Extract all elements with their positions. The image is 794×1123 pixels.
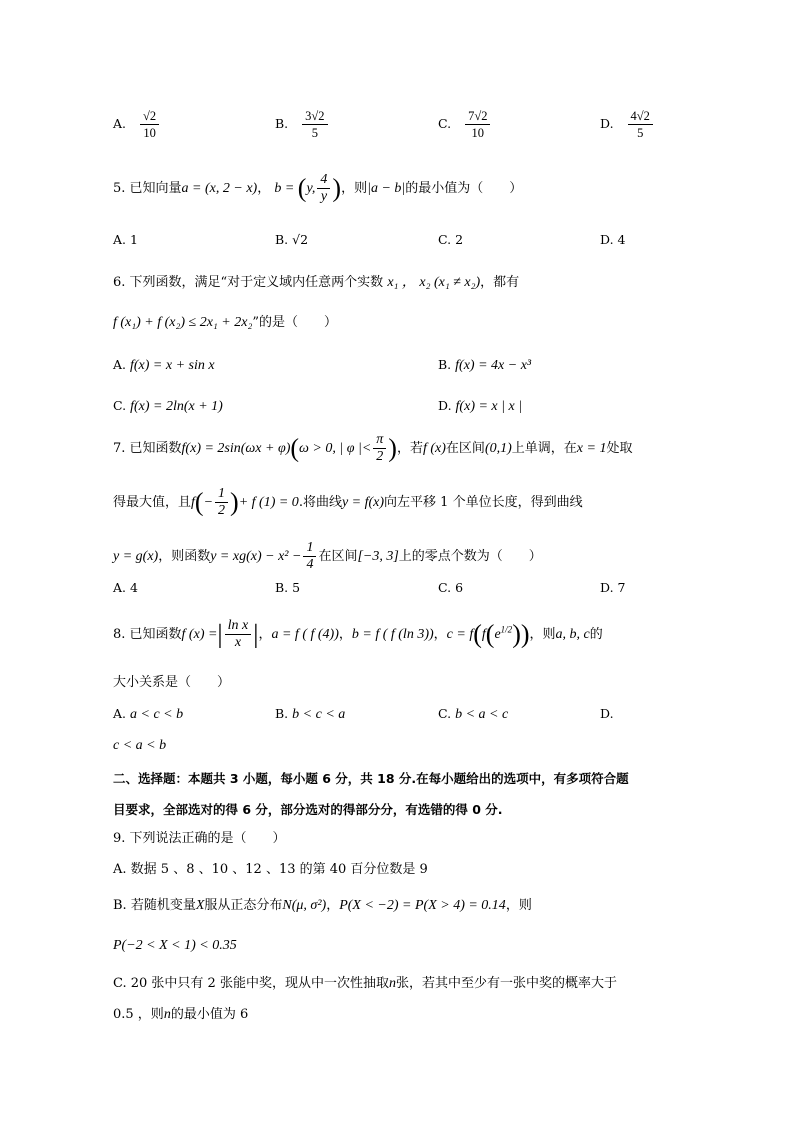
q5-option-d: D. 4: [600, 232, 626, 247]
q6-option-b: B. f(x) = 4x − x³: [438, 357, 532, 373]
q7-stem-line2: 得最大值，且f(− $\frac{1}{2}$ )+ f (1) = 0.将曲线y = f(x)向左平移 1 个单位长度，得到曲线: [113, 486, 583, 518]
q4-option-c: [438, 108, 492, 141]
q6-option-c: C. f(x) = 2ln(x + 1): [113, 398, 223, 414]
q8-option-d: D.: [600, 706, 614, 721]
q4-option-a: [113, 108, 161, 141]
section-heading-line1: 二、选择题：本题共 3 小题，每小题 6 分，共 18 分.在每小题给出的选项中，有多项符合题: [113, 771, 629, 786]
q4-option-d: [600, 108, 655, 141]
option-letter: B.: [275, 116, 289, 131]
option-fraction: $\frac{3√2}{5}$: [302, 108, 327, 141]
q9-stem: 9. 下列说法正确的是（ ）: [113, 831, 286, 846]
option-fraction: $\frac{7√2}{10}$: [465, 108, 490, 141]
q7-option-b: B. 5: [275, 580, 301, 595]
option-fraction: $\frac{4√2}{5}$: [628, 108, 653, 141]
q7-stem-line3: y = g(x)，则函数y = xg(x) − x² − $\frac{1}{4}$ 在区间[−3, 3]上的零点个数为（ ）: [113, 540, 542, 572]
q7-option-c: C. 6: [438, 580, 464, 595]
q8-option-d-text: c < a < b: [113, 738, 167, 753]
q7-option-a: A. 4: [113, 580, 138, 595]
q7-option-d: D. 7: [600, 580, 626, 595]
q9-option-c-line2: 0.5 ，则n的最小值为 6: [113, 1007, 249, 1022]
q5-option-c: C. 2: [438, 232, 464, 247]
q6-stem-line2: f (x₁) + f (x₂) ≤ 2x₁ + 2x₂”的是（ ）: [113, 315, 337, 330]
q6-option-d: D. f(x) = x | x |: [438, 398, 523, 414]
q8-option-b: B. b < c < a: [275, 706, 346, 722]
q8-stem-line2: 大小关系是（ ）: [113, 675, 231, 690]
q9-option-b-line2: P(−2 < X < 1) < 0.35: [113, 938, 237, 953]
q7-stem-line1: 7. 已知函数f(x) = 2sin(ωx + φ)(ω > 0, | φ |< $\frac{\pi}{2}$ )，若f (x)在区间(0,1)上单调，在x = 1处取: [113, 432, 633, 464]
q8-option-a: A. a < c < b: [113, 706, 184, 722]
q9-option-c-line1: C. 20 张中只有 2 张能中奖，现从中一次性抽取n张，若其中至少有一张中奖的概率大于: [113, 976, 617, 991]
q4-option-b: [275, 108, 330, 141]
abs-difference: |a − b|: [367, 181, 406, 196]
vector-a: a = (x, 2 − x): [181, 181, 258, 196]
q5-option-a: A. 1: [113, 232, 138, 247]
section-heading-line2: 目要求，全部选对的得 6 分，部分选对的得部分分，有选错的得 0 分.: [113, 802, 503, 817]
q8-option-c: C. b < a < c: [438, 706, 509, 722]
q5-option-b: B. √2: [275, 232, 309, 247]
option-letter: C.: [438, 116, 452, 131]
q9-option-a: A. 数据 5 、8 、10 、12 、13 的第 40 百分位数是 9: [113, 862, 428, 877]
q6-option-a: A. f(x) = x + sin x: [113, 357, 215, 373]
q6-stem-line1: 6. 下列函数，满足“对于定义域内任意两个实数 x₁ ， x₂ (x₁ ≠ x₂)，都有: [113, 275, 520, 290]
q5-stem: 5. 已知向量a = (x, 2 − x)， b = (y, $\frac{4}{y}$ )，则|a − b|的最小值为（ ）: [113, 172, 523, 204]
q8-stem-line1: 8. 已知函数f (x) =| $\frac{\text{ln x}}{x}$ |，a = f ( f (4))，b = f ( f (ln 3))，$c = f(f(e^{1/2}))$，则a, b, c的: [113, 618, 603, 650]
q9-option-b: B. 若随机变量X服从正态分布N(μ, σ²)，P(X < −2) = P(X > 4) = 0.14，则: [113, 898, 532, 913]
option-fraction: $\frac{√2}{10}$: [140, 108, 159, 141]
option-letter: A.: [113, 116, 127, 131]
option-letter: D.: [600, 116, 614, 131]
vector-b: b =: [274, 181, 298, 196]
